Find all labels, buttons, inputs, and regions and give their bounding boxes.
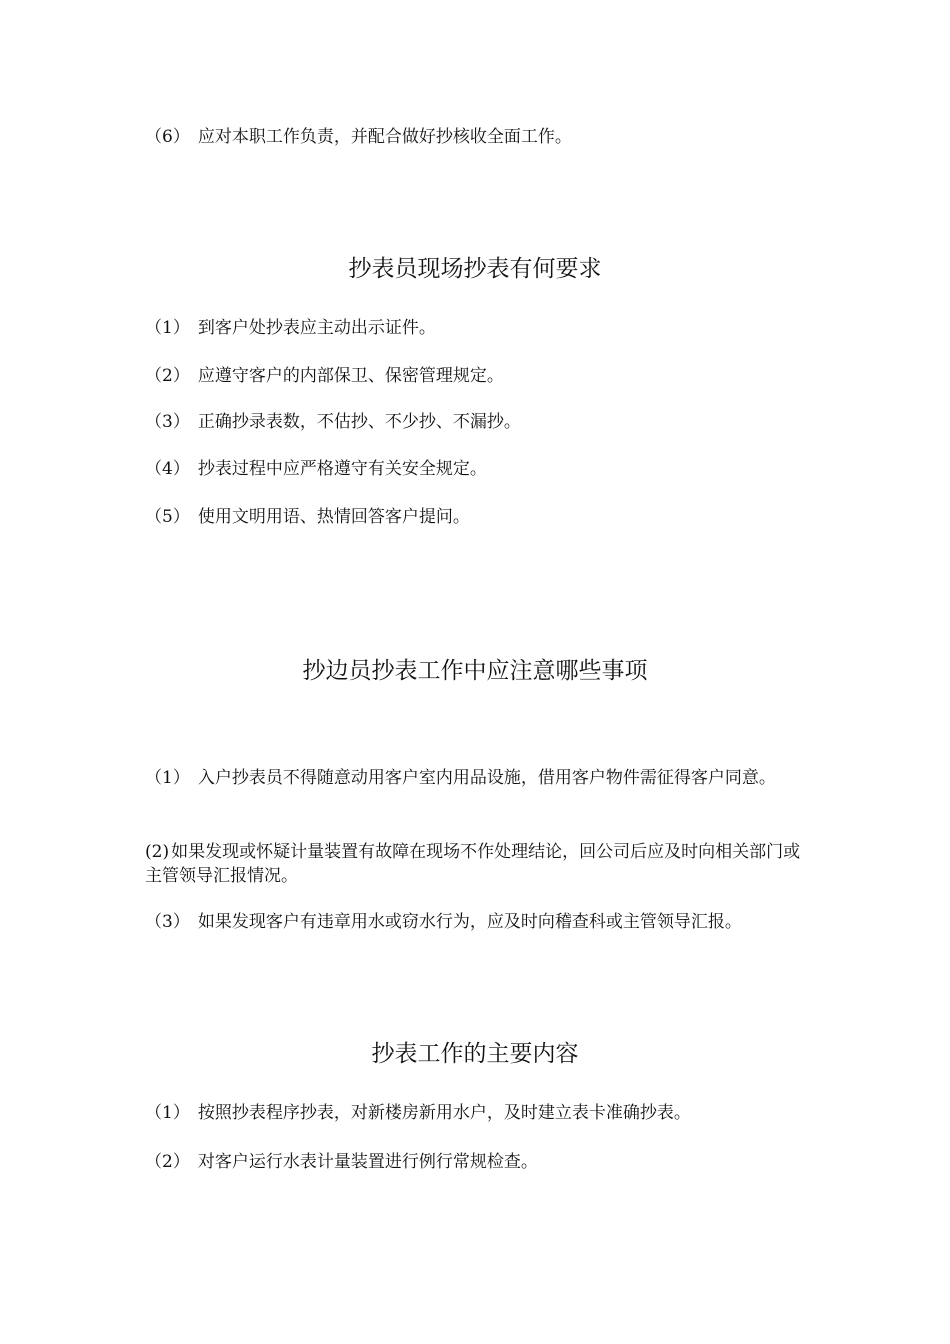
item-number: (2) — [145, 842, 170, 862]
list-item — [145, 910, 810, 934]
item-number: （3） — [145, 912, 190, 932]
list-item — [145, 364, 810, 388]
item-text: 抄表过程中应严格遵守有关安全规定。 — [197, 459, 487, 479]
item-number: （6） — [145, 127, 190, 147]
item-text: 应对本职工作负责，并配合做好抄核收全面工作。 — [197, 127, 572, 147]
list-item — [145, 505, 810, 529]
list-item — [145, 457, 810, 481]
item-number: （1） — [145, 318, 190, 338]
item-number: （3） — [145, 412, 190, 432]
list-item-intro-6 — [145, 125, 810, 149]
item-number: （2） — [145, 366, 190, 386]
item-number: （1） — [145, 1103, 190, 1123]
list-item — [145, 840, 810, 888]
item-text: 如果发现客户有违章用水或窃水行为，应及时向稽查科或主管领导汇报。 — [197, 912, 742, 932]
item-text: 到客户处抄表应主动出示证件。 — [197, 318, 436, 338]
item-text: 应遵守客户的内部保卫、保密管理规定。 — [197, 366, 504, 386]
list-item — [145, 410, 810, 434]
section-heading-3: 抄表工作的主要内容 — [371, 1041, 579, 1067]
item-text: 使用文明用语、热情回答客户提问。 — [197, 507, 470, 527]
item-text: 按照抄表程序抄表，对新楼房新用水户，及时建立表卡准确抄表。 — [197, 1103, 691, 1123]
item-number: （4） — [145, 459, 190, 479]
item-number: （1） — [145, 768, 190, 788]
item-text: 入户抄表员不得随意动用客户室内用品设施，借用客户物件需征得客户同意。 — [197, 768, 776, 788]
item-text: 正确抄录表数，不估抄、不少抄、不漏抄。 — [197, 412, 521, 432]
list-item — [145, 1150, 810, 1174]
item-text: 对客户运行水表计量装置进行例行常规检查。 — [197, 1152, 538, 1172]
list-item — [145, 766, 810, 790]
list-item — [145, 316, 810, 340]
item-text: 如果发现或怀疑计量装置有故障在现场不作处理结论，回公司后应及时向相关部门或主管领导汇报情况。 — [145, 842, 801, 886]
list-item — [145, 1101, 810, 1125]
item-number: （5） — [145, 507, 190, 527]
section-heading-2: 抄边员抄表工作中应注意哪些事项 — [302, 658, 648, 684]
section-heading-1: 抄表员现场抄表有何要求 — [348, 256, 602, 282]
item-number: （2） — [145, 1152, 190, 1172]
